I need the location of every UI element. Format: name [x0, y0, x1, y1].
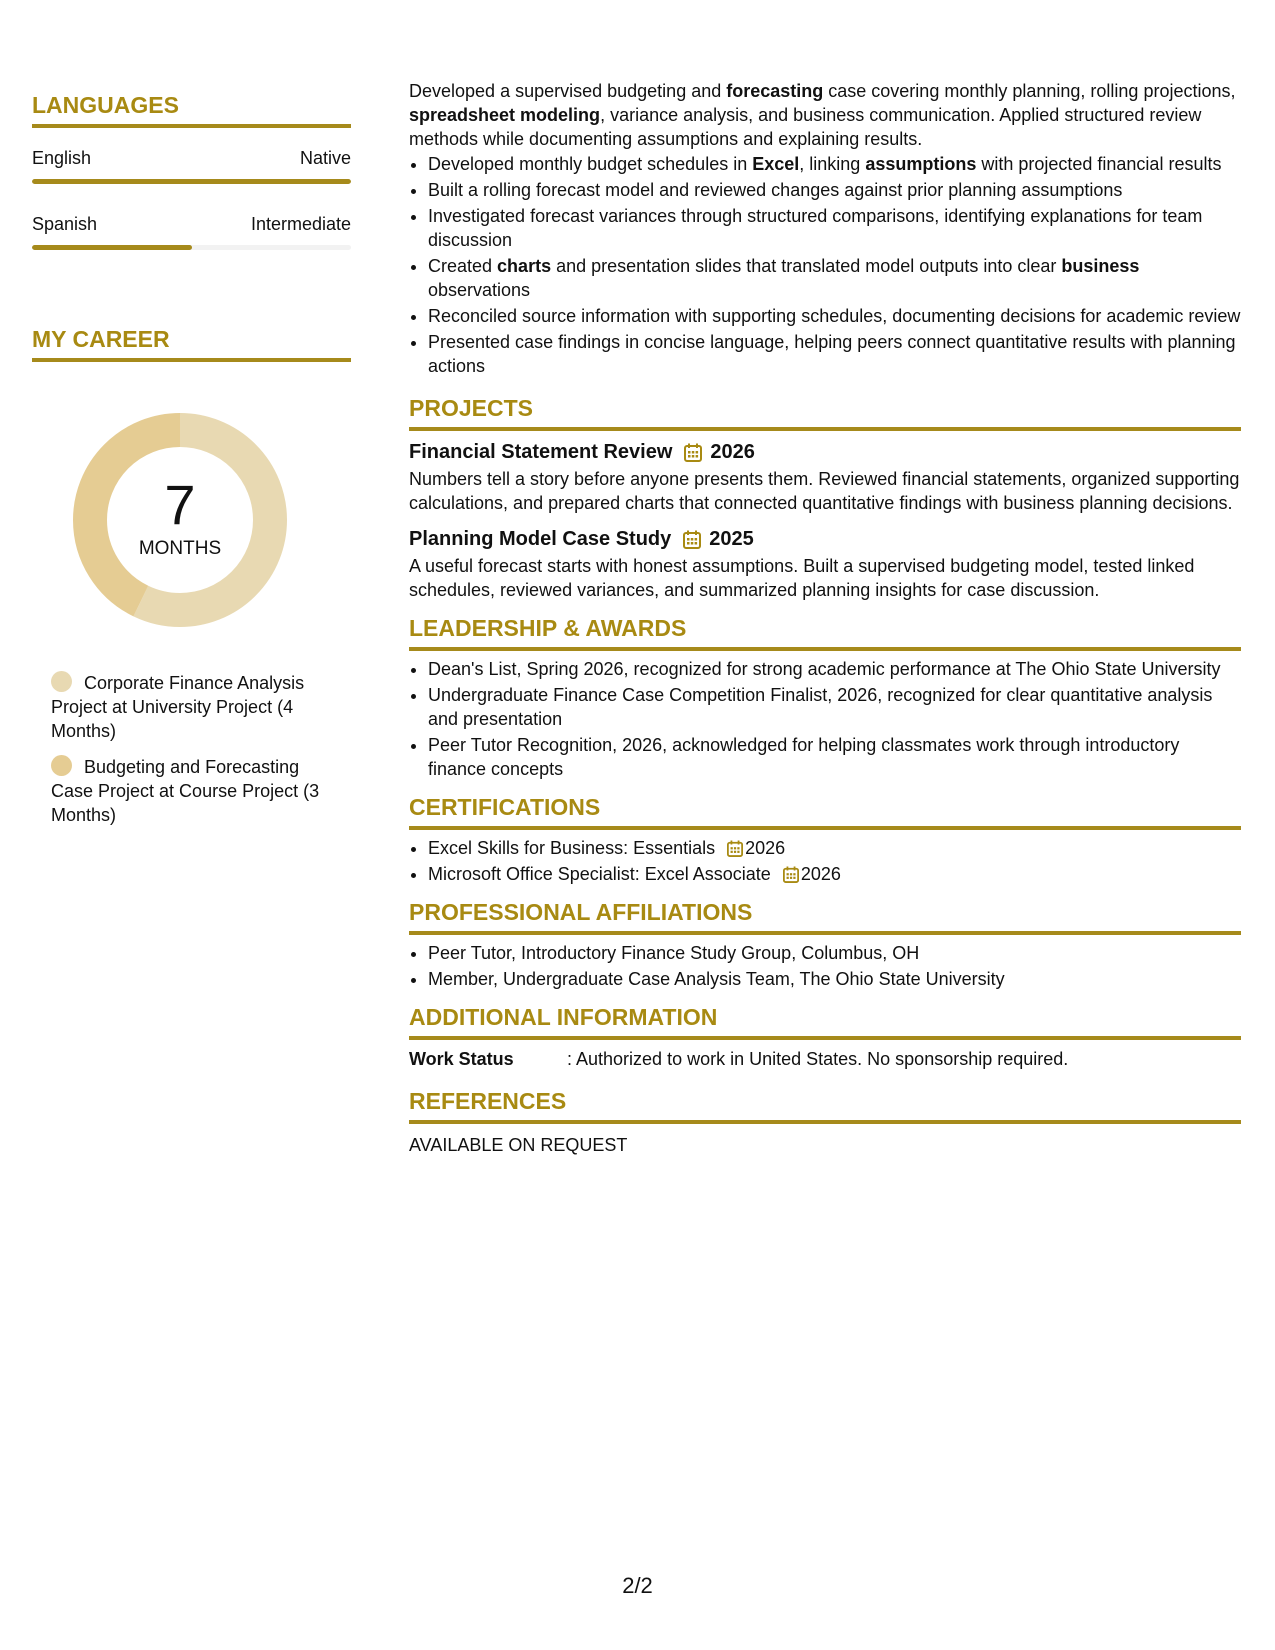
certification-year: 2026	[745, 838, 786, 858]
certification-name: • Excel Skills for Business: Essentials	[428, 838, 716, 858]
affiliations-list	[409, 941, 1241, 991]
legend-label: Budgeting and Forecasting Case Project at Course Project (3 Months)	[51, 757, 320, 825]
career-legend-item	[51, 755, 331, 827]
affiliation-item: • Member, Undergraduate Case Analysis Team, The Ohio State University	[428, 967, 1241, 991]
work-status-value: : Authorized to work in United States. No sponsorship required.	[567, 1049, 1069, 1069]
right-column	[409, 79, 1241, 1157]
references-heading: REFERENCES	[409, 1087, 1241, 1124]
calendar-icon	[684, 443, 702, 462]
work-status-label: Work Status	[409, 1049, 514, 1069]
leadership-item: • Undergraduate Finance Case Competition Finalist, 2026, recognized for clear quantitative analysis and presentation	[428, 683, 1241, 731]
project-title: Financial Statement Review	[409, 441, 673, 463]
affiliations-heading: PROFESSIONAL AFFILIATIONS	[409, 898, 1241, 935]
certification-item	[428, 862, 1241, 886]
leadership-item: • Dean's List, Spring 2026, recognized for strong academic performance at The Ohio State University	[428, 657, 1241, 681]
project-year: 2025	[709, 528, 754, 550]
career-total-months: 7	[164, 473, 196, 536]
experience-bullet: • Built a rolling forecast model and reviewed changes against prior planning assumptions	[428, 178, 1241, 202]
additional-info-heading: ADDITIONAL INFORMATION	[409, 1003, 1241, 1040]
legend-dot	[51, 671, 72, 692]
project-title: Planning Model Case Study	[409, 528, 672, 550]
legend-dot	[51, 755, 72, 776]
experience-bullet: • Presented case findings in concise language, helping peers connect quantitative results with planning actions	[428, 330, 1241, 378]
experience-bullet: • Developed monthly budget schedules in Excel, linking assumptions with projected financial results	[428, 152, 1241, 176]
language-item-spanish	[32, 212, 351, 250]
legend-label: Corporate Finance Analysis Project at University Project (4 Months)	[51, 673, 305, 741]
project-year: 2026	[710, 441, 755, 463]
language-name: English	[32, 148, 92, 168]
calendar-icon	[727, 840, 743, 857]
calendar-icon	[783, 866, 799, 883]
language-proficiency-fill	[32, 179, 351, 184]
certification-item	[428, 836, 1241, 860]
certification-year: 2026	[800, 864, 841, 884]
project-description: A useful forecast starts with honest assumptions. Built a supervised budgeting model, tested linked schedules, reviewed variances, and summarized planning insights for case discussion.	[409, 556, 1195, 600]
certification-name: • Microsoft Office Specialist: Excel Associate	[428, 864, 771, 884]
certifications-list	[409, 836, 1241, 886]
language-level: Intermediate	[250, 214, 351, 234]
leadership-item: • Peer Tutor Recognition, 2026, acknowledged for helping classmates work through introductory finance concepts	[428, 733, 1241, 781]
leadership-list	[409, 657, 1241, 781]
affiliation-item: • Peer Tutor, Introductory Finance Study Group, Columbus, OH	[428, 941, 1241, 965]
certifications-heading: CERTIFICATIONS	[409, 793, 1241, 830]
work-status-row	[409, 1047, 1241, 1071]
language-proficiency-bar	[32, 245, 351, 250]
leadership-heading: LEADERSHIP & AWARDS	[409, 614, 1241, 651]
experience-bullets	[409, 152, 1241, 378]
references-text: AVAILABLE ON REQUEST	[409, 1135, 628, 1155]
project-description: Numbers tell a story before anyone presents them. Reviewed financial statements, organized supporting calculations, and prepared charts that connected quantitative findings with business planning decisions.	[409, 469, 1240, 513]
project-item	[409, 526, 1241, 602]
language-item-english	[32, 146, 351, 184]
career-donut-chart	[65, 405, 295, 635]
page-number: 2/2	[622, 1573, 653, 1598]
project-item	[409, 439, 1241, 515]
projects-heading: PROJECTS	[409, 394, 1241, 431]
experience-bullet: • Created charts and presentation slides that translated model outputs into clear business observations	[428, 254, 1241, 302]
career-legend	[51, 671, 331, 827]
language-proficiency-fill	[32, 245, 192, 250]
language-proficiency-bar	[32, 179, 351, 184]
career-legend-item	[51, 671, 331, 743]
experience-bullet: • Investigated forecast variances through structured comparisons, identifying explanations for team discussion	[428, 204, 1241, 252]
experience-bullet: • Reconciled source information with supporting schedules, documenting decisions for academic review	[428, 304, 1241, 328]
experience-intro: Developed a supervised budgeting and forecasting case covering monthly planning, rolling projections, spreadsheet modeling, variance analysis, and business communication. Applied structured review methods while documenting assumptions and explaining results.	[409, 81, 1236, 149]
languages-heading: LANGUAGES	[32, 90, 351, 128]
career-total-unit: MONTHS	[138, 538, 222, 559]
career-heading: MY CAREER	[32, 324, 351, 362]
calendar-icon	[683, 530, 701, 549]
left-column	[32, 90, 351, 839]
language-name: Spanish	[32, 214, 98, 234]
language-level: Native	[299, 148, 351, 168]
